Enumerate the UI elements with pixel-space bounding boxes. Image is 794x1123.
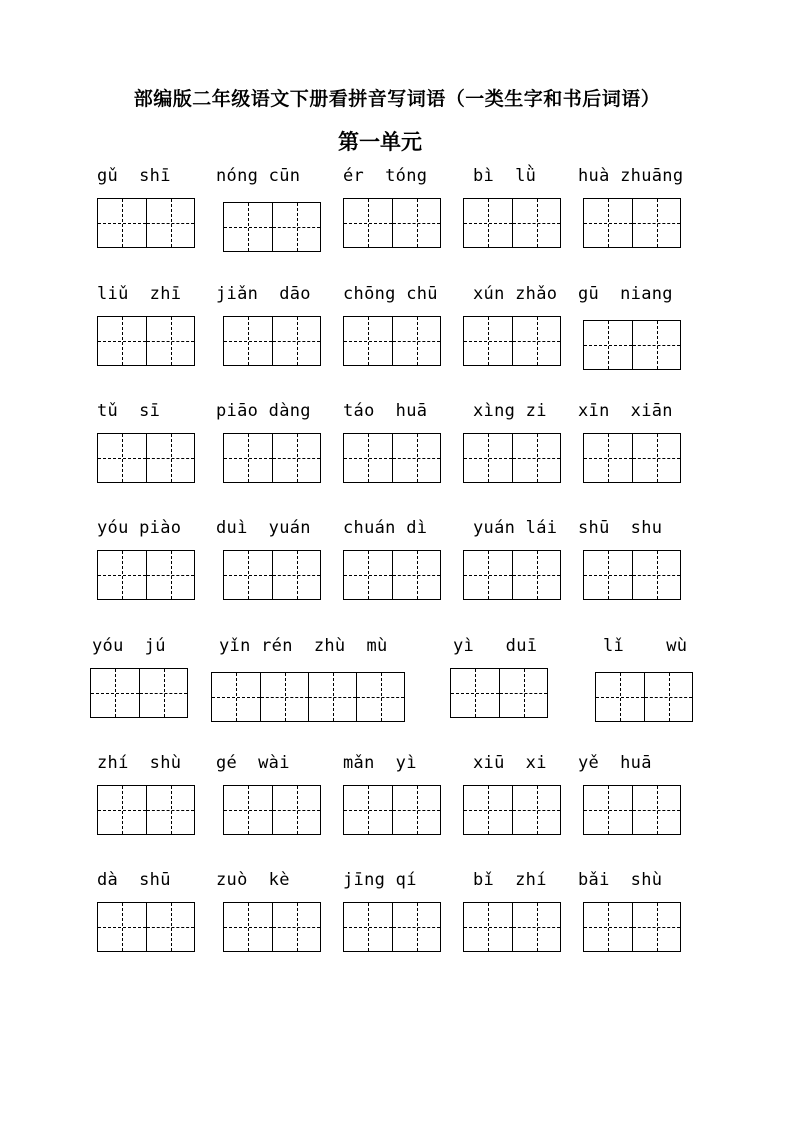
writing-cell[interactable] [224, 203, 272, 251]
tianzige-grid[interactable] [97, 198, 195, 248]
pinyin-label: mǎn yì [343, 753, 417, 773]
pinyin-label: bǐ zhí [473, 870, 547, 890]
guide-line-vertical [122, 551, 123, 599]
guide-line-vertical [115, 669, 116, 717]
writing-cell[interactable] [451, 669, 499, 717]
tianzige-grid[interactable] [343, 902, 441, 952]
guide-line-vertical [524, 669, 525, 717]
writing-cell[interactable] [584, 786, 632, 834]
pinyin-label: duì yuán [216, 518, 311, 538]
guide-line-vertical [488, 551, 489, 599]
writing-cell[interactable] [224, 317, 272, 365]
guide-line-vertical [248, 317, 249, 365]
writing-cell[interactable] [146, 551, 194, 599]
guide-line-vertical [171, 903, 172, 951]
tianzige-grid[interactable] [450, 668, 548, 718]
tianzige-grid[interactable] [97, 550, 195, 600]
writing-cell[interactable] [98, 199, 146, 247]
pinyin-label: yě huā [578, 753, 652, 773]
guide-line-vertical [368, 551, 369, 599]
pinyin-label: shū shu [578, 518, 663, 538]
guide-line-vertical [537, 317, 538, 365]
pinyin-label: chuán dì [343, 518, 428, 538]
writing-cell[interactable] [499, 669, 547, 717]
writing-cell[interactable] [344, 551, 392, 599]
tianzige-grid[interactable] [97, 902, 195, 952]
tianzige-grid[interactable] [595, 672, 693, 722]
guide-line-vertical [537, 434, 538, 482]
writing-cell[interactable] [464, 317, 512, 365]
pinyin-label: ér tóng [343, 166, 428, 186]
tianzige-grid[interactable] [97, 316, 195, 366]
writing-cell[interactable] [146, 317, 194, 365]
guide-line-vertical [368, 317, 369, 365]
writing-cell[interactable] [146, 434, 194, 482]
pinyin-label: chōng chū [343, 284, 438, 304]
guide-line-vertical [171, 434, 172, 482]
tianzige-grid[interactable] [583, 550, 681, 600]
page-title: 部编版二年级语文下册看拼音写词语（一类生字和书后词语） [133, 88, 661, 110]
tianzige-grid[interactable] [583, 198, 681, 248]
pinyin-label: táo huā [343, 401, 428, 421]
tianzige-grid[interactable] [463, 433, 561, 483]
tianzige-grid[interactable] [223, 785, 321, 835]
writing-cell[interactable] [98, 903, 146, 951]
guide-line-vertical [608, 199, 609, 247]
guide-line-vertical [171, 317, 172, 365]
writing-cell[interactable] [98, 786, 146, 834]
guide-line-vertical [297, 551, 298, 599]
writing-cell[interactable] [308, 673, 356, 721]
guide-line-vertical [488, 199, 489, 247]
guide-line-vertical [417, 434, 418, 482]
guide-line-vertical [537, 551, 538, 599]
guide-line-vertical [417, 317, 418, 365]
guide-line-vertical [248, 434, 249, 482]
writing-cell[interactable] [344, 434, 392, 482]
tianzige-grid[interactable] [343, 433, 441, 483]
writing-cell[interactable] [224, 551, 272, 599]
guide-line-vertical [248, 551, 249, 599]
pinyin-label: dà shū [97, 870, 171, 890]
tianzige-grid[interactable] [463, 902, 561, 952]
writing-cell[interactable] [146, 903, 194, 951]
guide-line-vertical [333, 673, 334, 721]
writing-cell[interactable] [584, 434, 632, 482]
tianzige-grid[interactable] [223, 316, 321, 366]
guide-line-vertical [297, 434, 298, 482]
guide-line-vertical [608, 903, 609, 951]
tianzige-grid[interactable] [343, 785, 441, 835]
writing-cell[interactable] [272, 203, 320, 251]
tianzige-grid[interactable] [463, 785, 561, 835]
pinyin-label: xīn xiān [578, 401, 673, 421]
writing-cell[interactable] [512, 551, 560, 599]
guide-line-vertical [657, 199, 658, 247]
tianzige-grid[interactable] [463, 198, 561, 248]
guide-line-vertical [297, 203, 298, 251]
writing-cell[interactable] [91, 669, 139, 717]
guide-line-vertical [537, 786, 538, 834]
guide-line-vertical [537, 199, 538, 247]
guide-line-vertical [417, 786, 418, 834]
guide-line-vertical [248, 903, 249, 951]
tianzige-grid[interactable] [223, 433, 321, 483]
writing-cell[interactable] [392, 317, 440, 365]
writing-cell[interactable] [584, 321, 632, 369]
guide-line-vertical [368, 199, 369, 247]
writing-cell[interactable] [260, 673, 308, 721]
writing-cell[interactable] [632, 786, 680, 834]
writing-cell[interactable] [512, 903, 560, 951]
writing-cell[interactable] [98, 317, 146, 365]
guide-line-vertical [368, 434, 369, 482]
guide-line-vertical [122, 199, 123, 247]
writing-cell[interactable] [146, 786, 194, 834]
writing-cell[interactable] [146, 199, 194, 247]
pinyin-label: yóu piào [97, 518, 182, 538]
pinyin-label: liǔ zhī [97, 284, 182, 304]
pinyin-label: bǎi shù [578, 870, 663, 890]
writing-cell[interactable] [464, 786, 512, 834]
tianzige-grid[interactable] [343, 316, 441, 366]
writing-cell[interactable] [344, 317, 392, 365]
pinyin-label: yì duī [453, 636, 538, 656]
pinyin-label: piāo dàng [216, 401, 311, 421]
guide-line-vertical [297, 317, 298, 365]
guide-line-vertical [122, 317, 123, 365]
guide-line-vertical [657, 551, 658, 599]
pinyin-label: jīng qí [343, 870, 417, 890]
guide-line-vertical [669, 673, 670, 721]
tianzige-grid[interactable] [463, 550, 561, 600]
guide-line-vertical [475, 669, 476, 717]
guide-line-vertical [417, 551, 418, 599]
pinyin-label: zuò kè [216, 870, 290, 890]
tianzige-grid[interactable] [223, 202, 321, 252]
writing-cell[interactable] [464, 199, 512, 247]
guide-line-vertical [381, 673, 382, 721]
writing-cell[interactable] [272, 903, 320, 951]
tianzige-grid[interactable] [463, 316, 561, 366]
writing-cell[interactable] [584, 903, 632, 951]
tianzige-grid[interactable] [343, 550, 441, 600]
tianzige-grid[interactable] [223, 902, 321, 952]
guide-line-vertical [488, 317, 489, 365]
pinyin-label: xiū xi [473, 753, 547, 773]
tianzige-grid[interactable] [583, 902, 681, 952]
guide-line-vertical [488, 786, 489, 834]
pinyin-label: gé wài [216, 753, 290, 773]
pinyin-label: bì lǜ [473, 166, 537, 186]
writing-cell[interactable] [392, 199, 440, 247]
pinyin-label: nóng cūn [216, 166, 301, 186]
pinyin-label: gū niang [578, 284, 673, 304]
writing-cell[interactable] [512, 786, 560, 834]
writing-cell[interactable] [632, 903, 680, 951]
guide-line-vertical [537, 903, 538, 951]
guide-line-vertical [657, 903, 658, 951]
guide-line-vertical [122, 786, 123, 834]
writing-cell[interactable] [512, 317, 560, 365]
guide-line-vertical [417, 199, 418, 247]
guide-line-vertical [122, 434, 123, 482]
unit-heading: 第一单元 [338, 129, 422, 154]
writing-cell[interactable] [98, 434, 146, 482]
guide-line-vertical [657, 321, 658, 369]
writing-cell[interactable] [632, 551, 680, 599]
tianzige-grid[interactable] [223, 550, 321, 600]
guide-line-vertical [285, 673, 286, 721]
writing-cell[interactable] [272, 434, 320, 482]
writing-cell[interactable] [392, 903, 440, 951]
tianzige-grid[interactable] [583, 320, 681, 370]
writing-cell[interactable] [224, 434, 272, 482]
tianzige-grid[interactable] [343, 198, 441, 248]
pinyin-label: zhí shù [97, 753, 182, 773]
pinyin-label: huà zhuāng [578, 166, 684, 186]
writing-cell[interactable] [272, 551, 320, 599]
writing-cell[interactable] [224, 786, 272, 834]
writing-cell[interactable] [272, 317, 320, 365]
writing-cell[interactable] [356, 673, 404, 721]
guide-line-vertical [608, 786, 609, 834]
tianzige-grid[interactable] [211, 672, 405, 722]
writing-cell[interactable] [584, 199, 632, 247]
writing-cell[interactable] [632, 321, 680, 369]
tianzige-grid[interactable] [583, 433, 681, 483]
writing-cell[interactable] [512, 434, 560, 482]
writing-cell[interactable] [224, 903, 272, 951]
guide-line-vertical [657, 786, 658, 834]
writing-cell[interactable] [344, 786, 392, 834]
pinyin-label: xún zhǎo [473, 284, 558, 304]
guide-line-vertical [171, 199, 172, 247]
guide-line-vertical [608, 551, 609, 599]
tianzige-grid[interactable] [97, 785, 195, 835]
guide-line-vertical [171, 551, 172, 599]
pinyin-label: yǐn rén zhù mù [219, 636, 388, 656]
writing-cell[interactable] [392, 551, 440, 599]
tianzige-grid[interactable] [90, 668, 188, 718]
writing-cell[interactable] [212, 673, 260, 721]
guide-line-vertical [608, 321, 609, 369]
guide-line-vertical [368, 903, 369, 951]
pinyin-label: jiǎn dāo [216, 284, 311, 304]
guide-line-vertical [236, 673, 237, 721]
guide-line-vertical [488, 903, 489, 951]
guide-line-vertical [164, 669, 165, 717]
guide-line-vertical [171, 786, 172, 834]
guide-line-vertical [297, 786, 298, 834]
guide-line-vertical [608, 434, 609, 482]
guide-line-vertical [488, 434, 489, 482]
writing-cell[interactable] [632, 199, 680, 247]
pinyin-label: yóu jú [92, 636, 166, 656]
writing-cell[interactable] [392, 434, 440, 482]
pinyin-label: xìng zi [473, 401, 547, 421]
writing-cell[interactable] [464, 434, 512, 482]
writing-cell[interactable] [392, 786, 440, 834]
writing-cell[interactable] [632, 434, 680, 482]
pinyin-label: yuán lái [473, 518, 558, 538]
writing-cell[interactable] [139, 669, 187, 717]
tianzige-grid[interactable] [97, 433, 195, 483]
pinyin-label: tǔ sī [97, 401, 161, 421]
writing-cell[interactable] [98, 551, 146, 599]
guide-line-vertical [248, 203, 249, 251]
tianzige-grid[interactable] [583, 785, 681, 835]
pinyin-label: gǔ shī [97, 166, 171, 186]
guide-line-vertical [620, 673, 621, 721]
writing-cell[interactable] [464, 551, 512, 599]
writing-cell[interactable] [644, 673, 692, 721]
guide-line-vertical [368, 786, 369, 834]
guide-line-vertical [248, 786, 249, 834]
guide-line-vertical [657, 434, 658, 482]
writing-cell[interactable] [344, 199, 392, 247]
writing-cell[interactable] [344, 903, 392, 951]
guide-line-vertical [297, 903, 298, 951]
pinyin-label: lǐ wù [603, 636, 688, 656]
guide-line-vertical [122, 903, 123, 951]
guide-line-vertical [417, 903, 418, 951]
writing-cell[interactable] [464, 903, 512, 951]
writing-cell[interactable] [512, 199, 560, 247]
writing-cell[interactable] [596, 673, 644, 721]
writing-cell[interactable] [272, 786, 320, 834]
writing-cell[interactable] [584, 551, 632, 599]
